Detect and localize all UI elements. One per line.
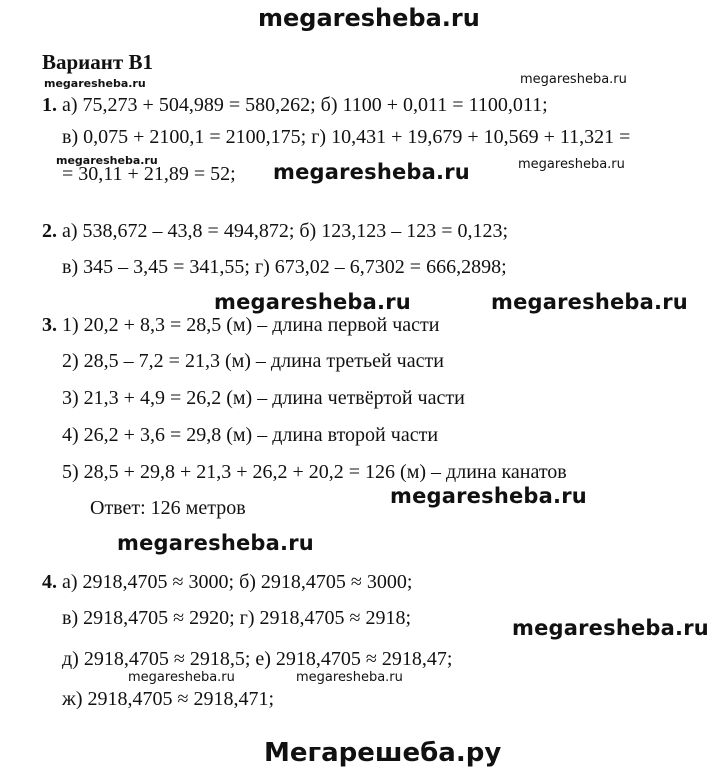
task-4-line-3: д) 2918,4705 ≈ 2918,5; е) 2918,4705 ≈ 2918,47; xyxy=(62,648,453,670)
task-line: а) 75,273 + 504,989 = 580,262; б) 1100 + 0,011 = 1100,011; xyxy=(62,94,548,116)
watermark-small: megaresheba.ru xyxy=(44,77,146,90)
watermark-small: megaresheba.ru xyxy=(296,670,403,685)
task-4-line-4: ж) 2918,4705 ≈ 2918,471; xyxy=(62,688,275,710)
task-number: 1. xyxy=(42,94,57,116)
watermark-big: megaresheba.ru xyxy=(512,616,709,640)
watermark-big: megaresheba.ru xyxy=(273,160,470,184)
task-4-line-2: в) 2918,4705 ≈ 2920; г) 2918,4705 ≈ 2918; xyxy=(62,607,412,629)
watermark-small: megaresheba.ru xyxy=(520,72,627,87)
task-1-line-3: = 30,11 + 21,89 = 52; xyxy=(62,163,236,185)
task-4-line-1 xyxy=(42,571,412,594)
watermark-big: megaresheba.ru xyxy=(390,484,587,508)
task-3-line-4: 4) 26,2 + 3,6 = 29,8 (м) – длина второй части xyxy=(62,424,439,446)
task-2-line-2: в) 345 – 3,45 = 341,55; г) 673,02 – 6,7302 = 666,2898; xyxy=(62,256,507,278)
page-title: Вариант В1 xyxy=(42,50,153,74)
task-3-line-3: 3) 21,3 + 4,9 = 26,2 (м) – длина четвёртой части xyxy=(62,387,465,409)
task-line: а) 538,672 – 43,8 = 494,872; б) 123,123 – 123 = 0,123; xyxy=(62,220,509,242)
task-1-line-1 xyxy=(42,94,548,117)
task-3-line-1 xyxy=(42,314,439,337)
watermark-small: megaresheba.ru xyxy=(128,670,235,685)
task-3-line-5: 5) 28,5 + 29,8 + 21,3 + 26,2 + 20,2 = 126 (м) – длина канатов xyxy=(62,461,567,483)
task-2-line-1 xyxy=(42,220,508,243)
watermark-big: megaresheba.ru xyxy=(214,290,411,314)
task-line: а) 2918,4705 ≈ 3000; б) 2918,4705 ≈ 3000; xyxy=(62,571,413,593)
task-1-line-2: в) 0,075 + 2100,1 = 2100,175; г) 10,431 + 19,679 + 10,569 + 11,321 = xyxy=(62,126,631,148)
watermark-small: megaresheba.ru xyxy=(56,154,158,167)
footer-site-name: Мегарешеба.ру xyxy=(264,738,502,768)
task-3-line-2: 2) 28,5 – 7,2 = 21,3 (м) – длина третьей части xyxy=(62,350,444,372)
watermark-big: megaresheba.ru xyxy=(491,290,688,314)
task-number: 2. xyxy=(42,220,57,242)
task-3-answer: Ответ: 126 метров xyxy=(90,497,246,519)
watermark-big: megaresheba.ru xyxy=(117,531,314,555)
task-number: 4. xyxy=(42,571,57,593)
task-line: 1) 20,2 + 8,3 = 28,5 (м) – длина первой части xyxy=(62,314,440,336)
task-number: 3. xyxy=(42,314,57,336)
watermark-small: megaresheba.ru xyxy=(518,157,625,172)
header-site-watermark: megaresheba.ru xyxy=(258,4,480,32)
